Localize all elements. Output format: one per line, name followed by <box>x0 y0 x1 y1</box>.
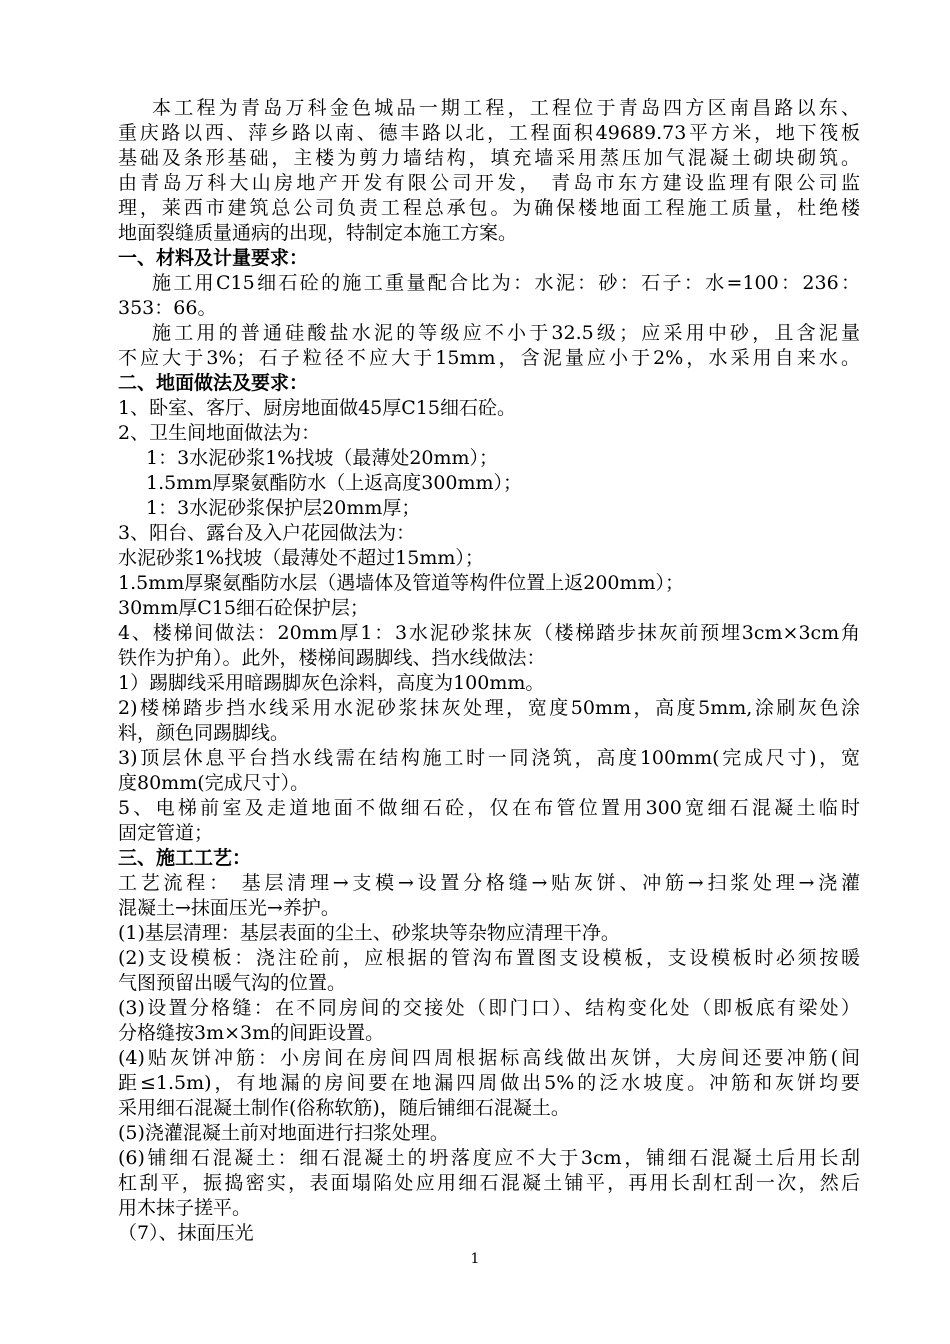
text-line: (6)铺细石混凝土：细石混凝土的坍落度应不大于3cm，铺细石混凝土后用长刮 <box>118 1147 860 1169</box>
text-line: 杠刮平，振捣密实，表面塌陷处应用细石混凝土铺平，再用长刮杠刮一次，然后 <box>118 1172 860 1194</box>
para-intro-line: 本工程为青岛万科金色城品一期工程，工程位于青岛四方区南昌路以东、 <box>152 97 860 119</box>
page-number: 1 <box>470 1251 480 1267</box>
text-line: 2)楼梯踏步挡水线采用水泥砂浆抹灰处理，宽度50mm，高度5mm,涂刷灰色涂 <box>118 697 860 719</box>
text-line: 4、楼梯间做法：20mm厚1：3水泥砂浆抹灰（楼梯踏步抹灰前预埋3cm×3cm角 <box>118 622 860 644</box>
text-line: 用木抹子搓平。 <box>118 1197 252 1219</box>
text-line: 353：66。 <box>118 297 217 319</box>
text-line: 1：3水泥砂浆1%找坡（最薄处20mm）； <box>146 447 499 469</box>
text-line: 水泥砂浆1%找坡（最薄处不超过15mm）； <box>118 547 484 569</box>
text-line: 工艺流程： 基层清理→支模→设置分格缝→贴灰饼、冲筋→扫浆处理→浇灌 <box>118 872 860 894</box>
text-line: 采用细石混凝土制作(俗称软筋)，随后铺细石混凝土。 <box>118 1097 570 1119</box>
text-line: 1：3水泥砂浆保护层20mm厚； <box>146 497 421 519</box>
para-intro-line: 由青岛万科大山房地产开发有限公司开发， 青岛市东方建设监理有限公司监 <box>118 172 860 194</box>
text-line: 气图预留出暖气沟的位置。 <box>118 972 347 994</box>
text-line: (1)基层清理：基层表面的尘土、砂浆块等杂物应清理干净。 <box>118 922 620 944</box>
text-line: 3)顶层休息平台挡水线需在结构施工时一同浇筑，高度100mm(完成尺寸)，宽 <box>118 747 860 769</box>
text-line: 铁作为护角）。此外，楼梯间踢脚线、挡水线做法： <box>118 647 546 669</box>
text-line: 5、电梯前室及走道地面不做细石砼，仅在布管位置用300宽细石混凝土临时 <box>118 797 860 819</box>
text-line: 1.5mm厚聚氨酯防水（上返高度300mm）； <box>146 472 523 494</box>
section-heading-materials: 一、材料及计量要求： <box>118 247 309 269</box>
para-intro-line: 重庆路以西、萍乡路以南、德丰路以北，工程面积49689.73平方米，地下筏板 <box>118 122 860 144</box>
text-line: 2、卫生间地面做法为： <box>118 422 321 444</box>
text-line: 不应大于3%；石子粒径不应大于15mm，含泥量应小于2%，水采用自来水。 <box>118 347 860 369</box>
text-line: （7）、抹面压光 <box>118 1222 254 1244</box>
text-line: (3)设置分格缝：在不同房间的交接处（即门口）、结构变化处（即板底有梁处） <box>118 997 860 1019</box>
text-line: 施工用C15细石砼的施工重量配合比为：水泥：砂：石子：水=100：236： <box>152 272 860 294</box>
text-line: 1、卧室、客厅、厨房地面做45厚C15细石砼。 <box>118 397 516 419</box>
section-heading-process: 三、施工工艺： <box>118 847 252 869</box>
text-line: 30mm厚C15细石砼保护层； <box>118 597 369 619</box>
para-intro-line: 基础及条形基础，主楼为剪力墙结构，填充墙采用蒸压加气混凝土砌块砌筑。 <box>118 147 860 169</box>
para-intro-line: 理，莱西市建筑总公司负责工程总承包。为确保楼地面工程施工质量，杜绝楼 <box>118 197 860 219</box>
text-line: 施工用的普通硅酸盐水泥的等级应不小于32.5级；应采用中砂，且含泥量 <box>152 322 860 344</box>
text-line: 距≤1.5m)，有地漏的房间要在地漏四周做出5%的泛水坡度。冲筋和灰饼均要 <box>118 1072 860 1094</box>
text-line: 混凝土→抹面压光→养护。 <box>118 897 340 919</box>
text-line: 度80mm(完成尺寸）。 <box>118 772 310 794</box>
text-line: 固定管道； <box>118 822 214 844</box>
section-heading-floor: 二、地面做法及要求： <box>118 372 309 394</box>
text-line: 3、阳台、露台及入户花园做法为： <box>118 522 416 544</box>
text-line: 1.5mm厚聚氨酯防水层（遇墙体及管道等构件位置上返200mm）； <box>118 572 685 594</box>
para-intro-line: 地面裂缝质量通病的出现，特制定本施工方案。 <box>118 222 518 244</box>
text-line: 1）踢脚线采用暗踢脚灰色涂料，高度为100mm。 <box>118 672 545 694</box>
text-line: 分格缝按3m×3m的间距设置。 <box>118 1022 385 1044</box>
text-line: (5)浇灌混凝土前对地面进行扫浆处理。 <box>118 1122 449 1144</box>
text-line: 料，颜色同踢脚线。 <box>118 722 290 744</box>
text-line: (4)贴灰饼冲筋：小房间在房间四周根据标高线做出灰饼，大房间还要冲筋(间 <box>118 1047 860 1069</box>
text-line: (2)支设模板：浇注砼前，应根据的管沟布置图支设模板，支设模板时必须按暖 <box>118 947 860 969</box>
